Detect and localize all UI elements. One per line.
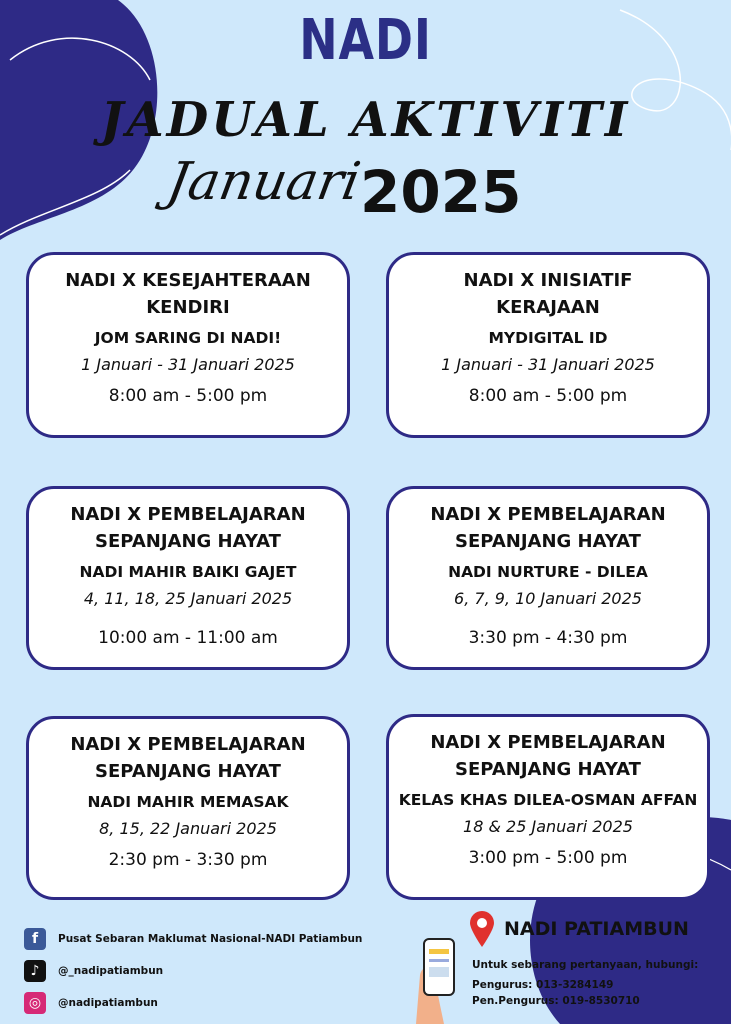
card-heading <box>389 501 707 555</box>
instagram-text: @nadipatiambun <box>58 997 158 1009</box>
activity-card <box>386 714 710 900</box>
instagram-row[interactable] <box>24 992 158 1014</box>
tiktok-text: @_nadipatiambun <box>58 965 164 977</box>
facebook-icon: f <box>24 928 46 950</box>
facebook-row[interactable] <box>24 928 362 950</box>
contact-assistant-manager: Pen.Pengurus: 019-8530710 <box>472 995 640 1007</box>
brand-title: NADI <box>299 8 432 73</box>
card-heading-line1: NADI X INISIATIF <box>463 270 633 291</box>
card-heading <box>29 731 347 785</box>
facebook-text: Pusat Sebaran Maklumat Nasional-NADI Patiambun <box>58 933 363 945</box>
card-time: 8:00 am - 5:00 pm <box>108 386 268 406</box>
card-heading-line2: SEPANJANG HAYAT <box>95 531 281 552</box>
card-time: 8:00 am - 5:00 pm <box>468 386 628 406</box>
card-heading <box>389 729 707 783</box>
card-dates: 18 & 25 Januari 2025 <box>463 817 633 836</box>
card-dates: 8, 15, 22 Januari 2025 <box>99 819 277 838</box>
card-heading-line2: SEPANJANG HAYAT <box>455 759 641 780</box>
tiktok-icon: ♪ <box>24 960 46 982</box>
location-name: NADI PATIAMBUN <box>504 918 689 940</box>
activity-card <box>26 486 350 670</box>
activity-card <box>26 716 350 900</box>
activity-card <box>26 252 350 438</box>
card-program: MYDIGITAL ID <box>488 329 608 347</box>
tiktok-row[interactable] <box>24 960 163 982</box>
card-heading-line2: SEPANJANG HAYAT <box>455 531 641 552</box>
activity-card <box>386 486 710 670</box>
card-dates: 4, 11, 18, 25 Januari 2025 <box>83 589 293 608</box>
card-program: NADI NURTURE - DILEA <box>448 563 648 581</box>
card-program: NADI MAHIR BAIKI GAJET <box>79 563 297 581</box>
card-heading-line1: NADI X PEMBELAJARAN <box>430 504 666 525</box>
card-heading-line2: KENDIRI <box>146 297 230 318</box>
activity-card <box>386 252 710 438</box>
card-time: 2:30 pm - 3:30 pm <box>108 850 268 870</box>
card-heading <box>389 267 707 321</box>
card-program: KELAS KHAS DILEA-OSMAN AFFAN <box>398 791 698 809</box>
location-pin-icon <box>468 910 496 948</box>
card-time: 3:00 pm - 5:00 pm <box>468 848 628 868</box>
card-time: 10:00 am - 11:00 am <box>98 628 278 648</box>
card-program: NADI MAHIR MEMASAK <box>87 793 289 811</box>
card-heading-line1: NADI X PEMBELAJARAN <box>430 732 666 753</box>
card-heading-line2: SEPANJANG HAYAT <box>95 761 281 782</box>
contact-manager: Pengurus: 013-3284149 <box>472 979 614 991</box>
card-heading <box>29 267 347 321</box>
month-label: Januari <box>162 152 365 212</box>
card-heading <box>29 501 347 555</box>
card-dates: 6, 7, 9, 10 Januari 2025 <box>454 589 642 608</box>
card-heading-line1: NADI X KESEJAHTERAAN <box>65 270 311 291</box>
enquiry-text: Untuk sebarang pertanyaan, hubungi: <box>472 959 699 971</box>
card-time: 3:30 pm - 4:30 pm <box>468 628 628 648</box>
hand-phone-illustration <box>410 935 466 1024</box>
page-title: JADUAL AKTIVITI <box>100 92 631 148</box>
instagram-icon: ◎ <box>24 992 46 1014</box>
card-dates: 1 Januari - 31 Januari 2025 <box>441 355 655 374</box>
card-dates: 1 Januari - 31 Januari 2025 <box>81 355 295 374</box>
card-heading-line1: NADI X PEMBELAJARAN <box>70 734 306 755</box>
year-label: 2025 <box>360 158 522 226</box>
location-heading <box>468 910 689 948</box>
card-heading-line2: KERAJAAN <box>496 297 600 318</box>
card-program: JOM SARING DI NADI! <box>94 329 282 347</box>
card-heading-line1: NADI X PEMBELAJARAN <box>70 504 306 525</box>
